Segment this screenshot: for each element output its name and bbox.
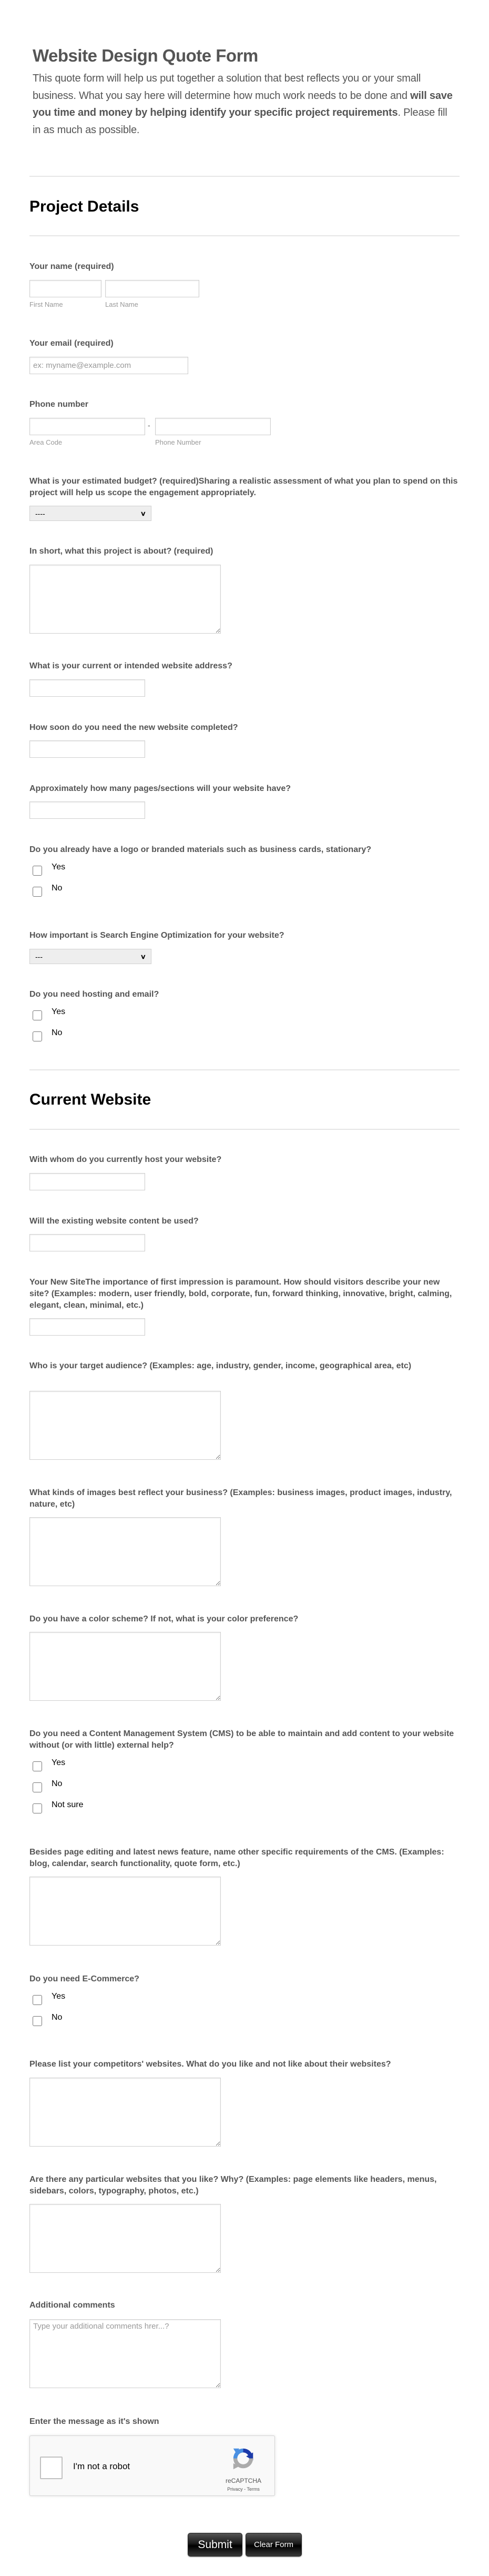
area-code-input[interactable] (29, 418, 145, 435)
website-address-label: What is your current or intended website address? (29, 661, 232, 670)
cms-option-yes[interactable] (33, 1758, 65, 1770)
about-textarea[interactable] (29, 565, 221, 634)
clear-form-button[interactable]: Clear Form (246, 2533, 302, 2557)
images-label: What kinds of images best reflect your business? (Examples: business images, product images, industry, nature, etc) (29, 1488, 452, 1509)
phone-number-hint: Phone Number (155, 438, 201, 446)
section-title-current-website: Current Website (29, 1091, 151, 1108)
recaptcha-checkbox[interactable] (40, 2457, 63, 2479)
budget-label: What is your estimated budget? (required)Sharing a realistic assessment of what you plan to spend on this project will help us scope the engagement appropriately. (29, 477, 458, 497)
divider (29, 1069, 460, 1070)
images-textarea[interactable] (29, 1517, 221, 1586)
recaptcha-links (214, 2487, 273, 2492)
cms-option-not-sure[interactable] (33, 1800, 83, 1812)
recaptcha-logo-icon (231, 2447, 255, 2470)
color-scheme-textarea[interactable] (29, 1632, 221, 1701)
about-label: In short, what this project is about? (required) (29, 547, 213, 556)
captcha-label: Enter the message as it's shown (29, 2417, 159, 2426)
target-audience-label: Who is your target audience? (Examples: age, industry, gender, income, geographical area, etc) (29, 1361, 412, 1370)
ecommerce-option-yes[interactable] (33, 1991, 65, 2004)
current-host-input[interactable] (29, 1173, 145, 1190)
cms-label: Do you need a Content Management System (CMS) to be able to maintain and add content to your website without (or with little) external help? (29, 1729, 454, 1750)
last-name-input[interactable] (105, 280, 199, 297)
option-label: Yes (52, 863, 66, 871)
logo-option-yes[interactable] (33, 862, 65, 875)
first-name-input[interactable] (29, 280, 101, 297)
pages-label: Approximately how many pages/sections will your website have? (29, 784, 291, 793)
checkbox[interactable] (33, 1803, 42, 1813)
terms-link[interactable]: Terms (247, 2487, 260, 2492)
existing-content-input[interactable] (29, 1234, 145, 1251)
recaptcha-widget (29, 2435, 275, 2496)
budget-select[interactable] (29, 506, 151, 521)
hosting-option-yes[interactable] (33, 1007, 65, 1019)
logo-label: Do you already have a logo or branded materials such as business cards, stationary? (29, 845, 371, 854)
comments-label: Additional comments (29, 2301, 115, 2310)
cms-requirements-textarea[interactable] (29, 1877, 221, 1946)
name-label: Your name (required) (29, 262, 114, 271)
area-code-hint: Area Code (29, 438, 63, 446)
option-label: Not sure (52, 1800, 84, 1809)
how-soon-label: How soon do you need the new website completed? (29, 723, 238, 732)
logo-option-no[interactable] (33, 883, 62, 896)
competitors-label: Please list your competitors' websites. What do you like and not like about their websites? (29, 2060, 391, 2069)
website-address-input[interactable] (29, 679, 145, 697)
email-label: Your email (required) (29, 339, 114, 348)
ecommerce-label: Do you need E-Commerce? (29, 1974, 139, 1983)
link-separator: - (242, 2487, 247, 2492)
description-text-end: . Please fill in as much as possible. (33, 107, 447, 136)
phone-number-input[interactable] (155, 418, 271, 435)
seo-select[interactable] (29, 949, 151, 964)
recaptcha-brand: reCAPTCHA (225, 2477, 261, 2484)
new-site-label: Your New SiteThe importance of first impression is paramount. How should visitors describe your new site? (Examples: modern, user friendly, bold, corporate, fun, forward thinking, innovative, bright, calming, elegant, clean, minimal, etc.) (29, 1278, 452, 1310)
checkbox[interactable] (33, 1031, 42, 1041)
privacy-link[interactable]: Privacy (227, 2487, 243, 2492)
checkbox[interactable] (33, 1761, 42, 1771)
submit-button[interactable]: Submit (188, 2533, 242, 2557)
phone-label: Phone number (29, 400, 89, 409)
color-scheme-label: Do you have a color scheme? If not, what is your color preference? (29, 1615, 299, 1623)
divider (29, 176, 460, 177)
liked-websites-textarea[interactable] (29, 2204, 221, 2273)
competitors-textarea[interactable] (29, 2078, 221, 2147)
divider (29, 1129, 460, 1130)
checkbox[interactable] (33, 887, 42, 897)
last-name-hint: Last Name (105, 300, 138, 308)
option-label: Yes (52, 1992, 66, 2001)
option-label: Yes (52, 1007, 66, 1016)
option-label: No (52, 1779, 63, 1788)
seo-selected-value: --- (35, 952, 43, 961)
email-input[interactable] (29, 357, 188, 374)
checkbox[interactable] (33, 866, 42, 876)
current-host-label: With whom do you currently host your website? (29, 1155, 222, 1164)
ecommerce-option-no[interactable] (33, 2012, 62, 2025)
checkbox[interactable] (33, 2016, 42, 2026)
target-audience-textarea[interactable] (29, 1391, 221, 1460)
pages-input[interactable] (29, 801, 145, 819)
cms-requirements-label: Besides page editing and latest news feature, name other specific requirements of the CMS. (Examples: blog, calendar, search functionality, quote form, etc.) (29, 1848, 444, 1868)
existing-content-label: Will the existing website content be used? (29, 1217, 199, 1226)
description-text: This quote form will help us put together a solution that best reflects you or your small business. What you say here will determine how much work needs to be done and (33, 73, 421, 102)
new-site-input[interactable] (29, 1318, 145, 1336)
recaptcha-text: I'm not a robot (73, 2461, 130, 2471)
chevron-down-icon: ∨ (140, 509, 147, 517)
hosting-label: Do you need hosting and email? (29, 990, 159, 999)
budget-selected-value: ---- (35, 509, 45, 518)
comments-textarea[interactable] (29, 2319, 221, 2388)
how-soon-input[interactable] (29, 740, 145, 758)
option-label: No (52, 884, 63, 893)
first-name-hint: First Name (29, 300, 63, 308)
liked-websites-label: Are there any particular websites that you like? Why? (Examples: page elements like headers, menus, sidebars, colors, typography, photos, etc.) (29, 2175, 437, 2196)
page-title: Website Design Quote Form (33, 46, 258, 65)
divider (29, 235, 460, 236)
cms-option-no[interactable] (33, 1779, 62, 1791)
chevron-down-icon: ∨ (140, 953, 147, 960)
option-label: No (52, 2013, 63, 2022)
hosting-option-no[interactable] (33, 1028, 62, 1040)
seo-label: How important is Search Engine Optimization for your website? (29, 931, 284, 940)
checkbox[interactable] (33, 1010, 42, 1020)
description-bold-text: will save you time and money by helping identify your specific project requirements (33, 89, 453, 118)
page-description (33, 70, 453, 138)
option-label: No (52, 1028, 63, 1037)
checkbox[interactable] (33, 1995, 42, 2005)
section-title-project-details: Project Details (29, 198, 139, 215)
checkbox[interactable] (33, 1782, 42, 1792)
option-label: Yes (52, 1758, 66, 1767)
phone-separator: - (148, 421, 150, 429)
